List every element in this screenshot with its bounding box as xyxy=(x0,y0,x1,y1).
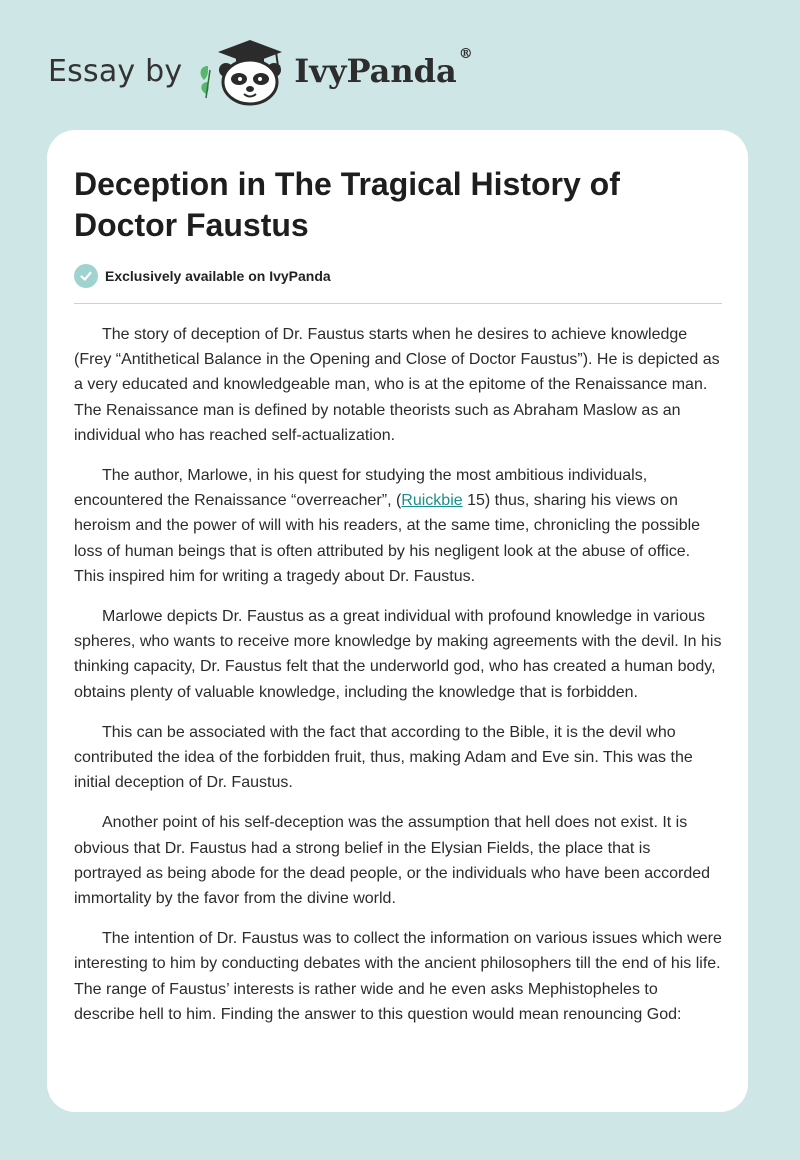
registered-mark: ® xyxy=(458,46,473,62)
essay-by-label: Essay by xyxy=(48,53,183,89)
paragraph-2 xyxy=(74,463,722,589)
exclusive-badge-text: Exclusively available on IvyPanda xyxy=(105,268,331,284)
brand-name-text: IvyPanda xyxy=(294,52,457,90)
paragraph-2-end: 15) thus, sharing his views on heroism and the power of will with his readers, at the same time, chronicling the possible loss of human beings that is often attributed by his negligent look at the abuse of office. This inspired him for writing a tragedy about Dr. Faustus. xyxy=(74,492,701,585)
essay-body xyxy=(74,322,722,1042)
divider xyxy=(74,303,722,304)
panda-graduate-icon[interactable] xyxy=(196,36,288,106)
brand-name[interactable] xyxy=(294,46,473,90)
page-title: Deception in The Tragical History of Doctor Faustus xyxy=(74,166,620,243)
citation-link-ruickbie[interactable]: Ruickbie xyxy=(401,492,463,510)
paragraph-2-start: The author, Marlowe, in his quest for studying the most ambitious individuals, encountered the Renaissance “overreacher”, ( xyxy=(74,467,648,510)
exclusive-badge xyxy=(74,264,331,288)
check-icon xyxy=(74,264,98,288)
paragraph-1: The story of deception of Dr. Faustus starts when he desires to achieve knowledge (Frey “Antithetical Balance in the Opening and Close of Doctor Faustus”). He is depicted as a very educated and knowledgeable man, who is at the epitome of the Renaissance man. The Renaissance man is defined by notable theorists such as Abraham Maslow as an individual who has reached self-actualization. xyxy=(74,326,720,444)
paragraph-6: The intention of Dr. Faustus was to collect the information on various issues which were interesting to him by conducting debates with the ancient philosophers till the end of his life. The range of Faustus’ interests is rather wide and he even asks Mephistopheles to describe hell to him. Finding the answer to this question would mean renouncing God: xyxy=(74,930,722,1023)
paragraph-4: This can be associated with the fact that according to the Bible, it is the devil who contributed the idea of the forbidden fruit, thus, making Adam and Eve sin. This was the initial deception of Dr. Faustus. xyxy=(74,723,693,792)
paragraph-5: Another point of his self-deception was the assumption that hell does not exist. It is obvious that Dr. Faustus had a strong belief in the Elysian Fields, the place that is portrayed as being abode for the dead people, or the individuals who have been accorded immortality by the favor from the divine world. xyxy=(74,814,711,908)
paragraph-3: Marlowe depicts Dr. Faustus as a great individual with profound knowledge in various spheres, who wants to receive more knowledge by making agreements with the devil. In his thinking capacity, Dr. Faustus felt that the underworld god, who has created a human body, obtains plenty of valuable knowledge, including the knowledge that is forbidden. xyxy=(74,608,722,701)
essay-card xyxy=(47,130,748,1112)
site-header xyxy=(48,36,473,106)
